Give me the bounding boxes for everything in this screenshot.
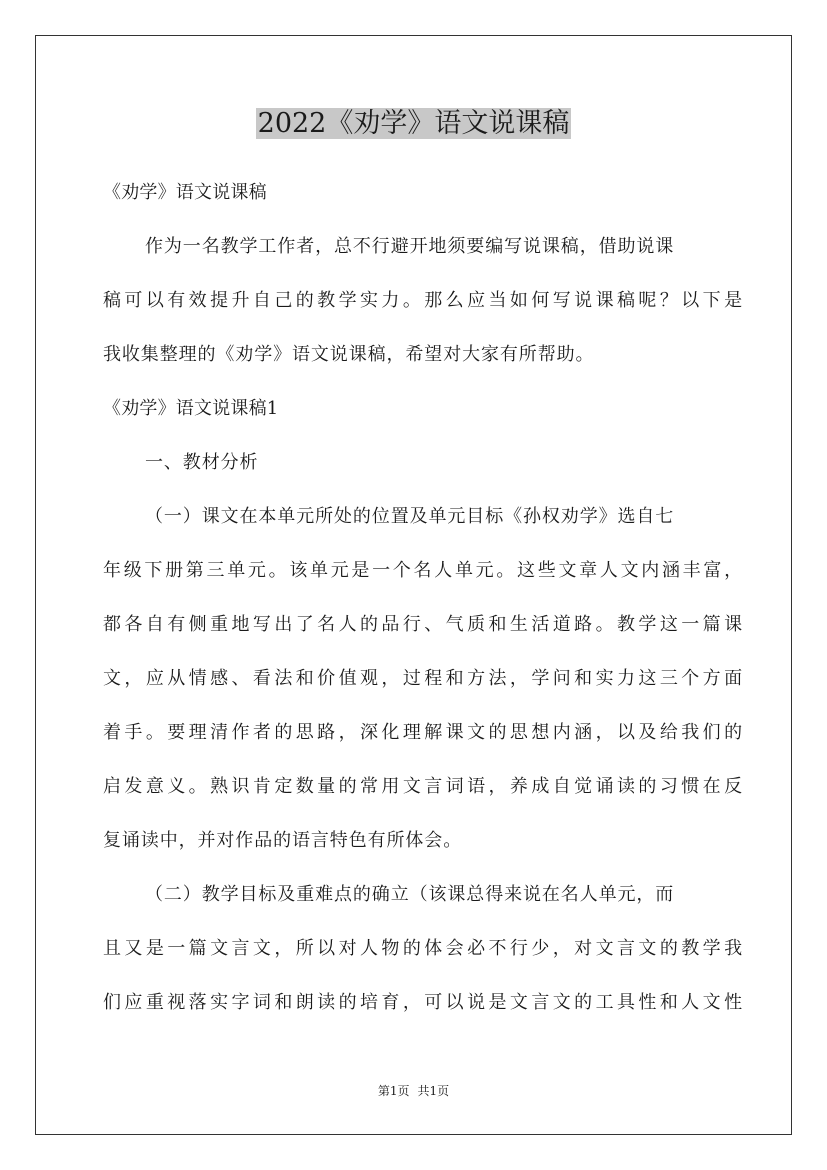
para1-line-6: 启发意义。熟识肯定数量的常用文言词语，养成自觉诵读的习惯在反 bbox=[103, 776, 743, 797]
para1-line-3: 都各自有侧重地写出了名人的品行、气质和生活道路。教学这一篇课 bbox=[103, 614, 743, 635]
section-title: 《劝学》语文说课稿1 bbox=[103, 398, 279, 419]
part-heading: 一、教材分析 bbox=[145, 452, 259, 473]
para2-line-3: 们应重视落实字词和朗读的培育，可以说是文言文的工具性和人文性 bbox=[103, 992, 743, 1013]
document-subtitle: 《劝学》语文说课稿 bbox=[103, 182, 267, 203]
para1-line-5: 着手。要理清作者的思路，深化理解课文的思想内涵，以及给我们的 bbox=[103, 722, 743, 743]
document-title-text: 2022《劝学》语文说课稿 bbox=[257, 108, 570, 139]
para1-line-1: （一）课文在本单元所处的位置及单元目标《孙权劝学》选自七 bbox=[145, 506, 675, 527]
page-number: 第1页 bbox=[377, 1084, 410, 1098]
page-footer bbox=[0, 1082, 827, 1100]
intro-line-3: 我收集整理的《劝学》语文说课稿，希望对大家有所帮助。 bbox=[103, 344, 595, 365]
para2-line-2: 且又是一篇文言文，所以对人物的体会必不行少，对文言文的教学我 bbox=[103, 938, 743, 959]
intro-line-2: 稿可以有效提升自己的教学实力。那么应当如何写说课稿呢？以下是 bbox=[103, 290, 743, 311]
para2-line-1: （二）教学目标及重难点的确立（该课总得来说在名人单元，而 bbox=[145, 884, 675, 905]
para1-line-2: 年级下册第三单元。该单元是一个名人单元。这些文章人文内涵丰富， bbox=[103, 560, 743, 581]
document-title bbox=[0, 104, 827, 144]
para1-line-4: 文，应从情感、看法和价值观，过程和方法，学问和实力这三个方面 bbox=[103, 668, 743, 689]
para1-line-7: 复诵读中，并对作品的语言特色有所体会。 bbox=[103, 830, 463, 851]
intro-line-1: 作为一名教学工作者，总不行避开地须要编写说课稿，借助说课 bbox=[145, 236, 675, 257]
page-total: 共1页 bbox=[417, 1084, 450, 1098]
document-body bbox=[103, 171, 743, 1035]
